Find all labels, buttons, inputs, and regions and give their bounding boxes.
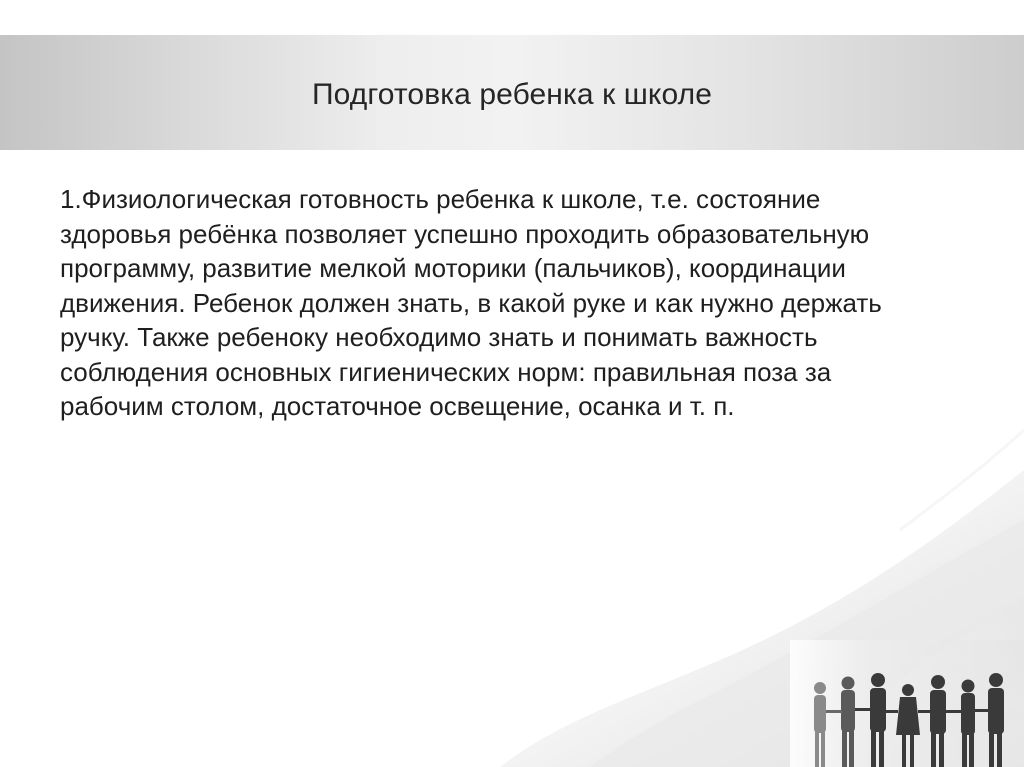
body-line: здоровья ребёнка позволяет успешно проходить образовательную bbox=[60, 218, 870, 249]
body-line: 1.Физиологическая готовность ребенка к школе, т.е. состояние bbox=[60, 184, 821, 214]
body-line: ручку. Также ребеноку необходимо знать и понимать важность bbox=[60, 322, 818, 352]
top-margin bbox=[0, 0, 1024, 35]
slide-title: Подготовка ребенка к школе bbox=[312, 78, 712, 111]
people-silhouette-image bbox=[790, 640, 1024, 767]
body-line: рабочим столом, достаточное освещение, осанка и т. п. bbox=[60, 391, 735, 421]
body-line: соблюдения основных гигиенических норм: правильная поза за bbox=[60, 356, 832, 387]
body-line: программу, развитие мелкой моторики (пальчиков), координации bbox=[60, 253, 846, 283]
body-text bbox=[60, 182, 980, 424]
body-line: движения. Ребенок должен знать, в какой руке и как нужно держать bbox=[60, 287, 882, 318]
